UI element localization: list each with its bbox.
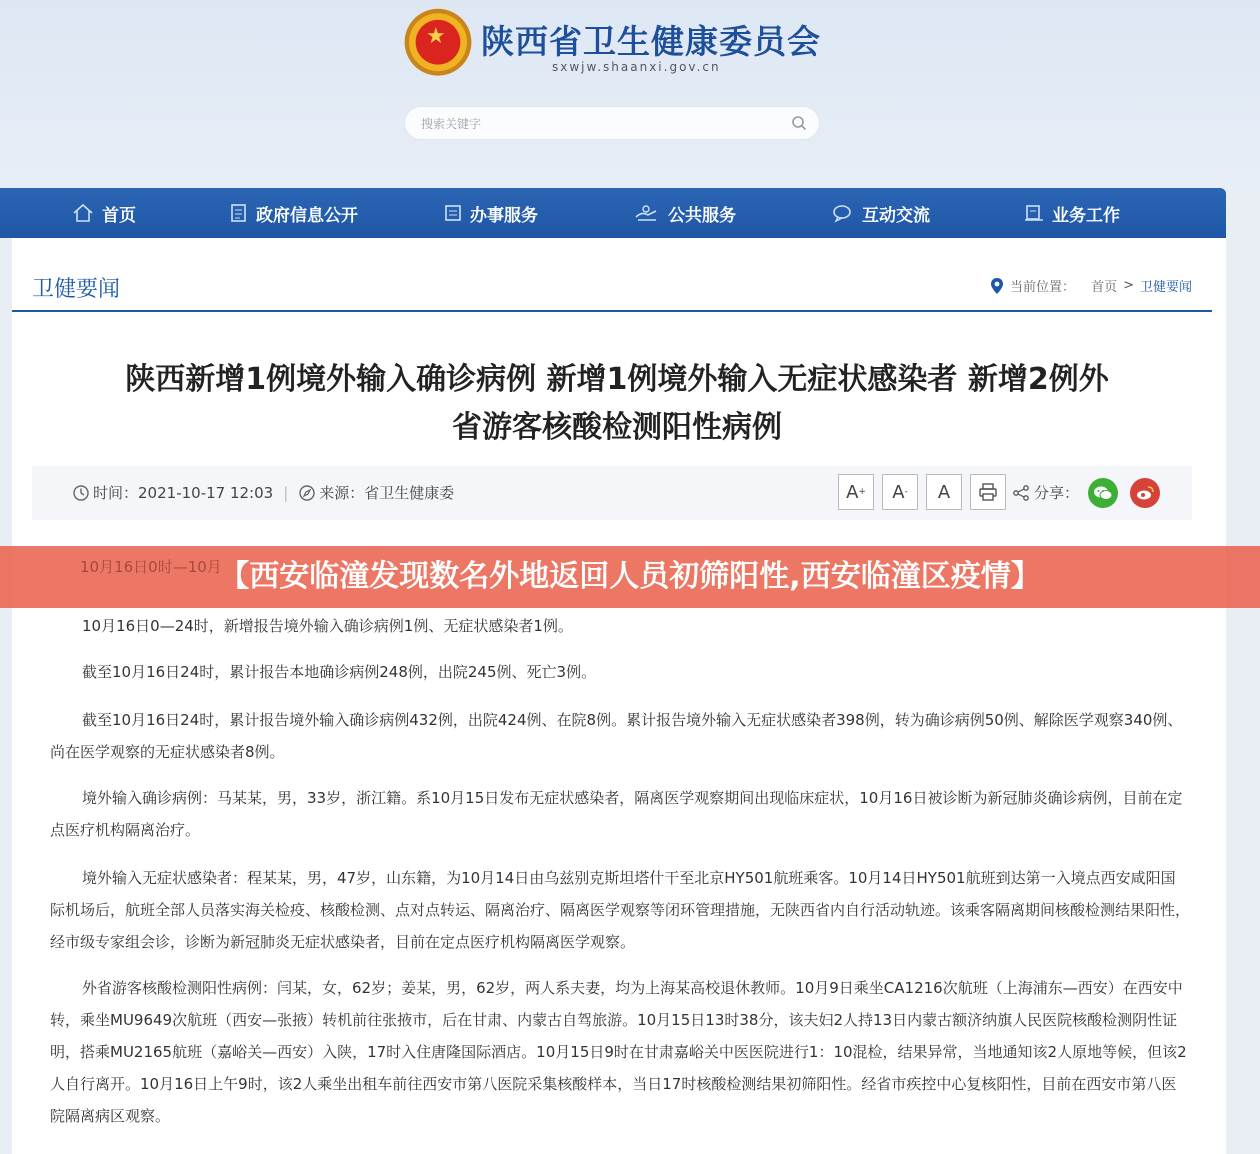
section-title: 卫健要闻 bbox=[32, 277, 121, 302]
public-service-icon bbox=[634, 203, 660, 223]
wechat-share-button[interactable] bbox=[1088, 478, 1118, 508]
banner-hidden-partial-text: 10月16日0时—10月 bbox=[80, 558, 222, 576]
share-label: 分享： bbox=[1034, 484, 1080, 502]
font-decrease-button[interactable] bbox=[882, 474, 918, 510]
compass-icon bbox=[298, 484, 316, 502]
nav-item-gov-info[interactable] bbox=[230, 188, 358, 238]
article-paragraph: 10月16日0—24时，新增报告境外输入确诊病例1例、无症状感染者1例。 bbox=[82, 617, 573, 635]
article-meta-info bbox=[72, 482, 454, 503]
headline-banner bbox=[0, 546, 1260, 608]
search-input[interactable] bbox=[421, 113, 781, 135]
nav-item-work[interactable] bbox=[1024, 188, 1120, 238]
weibo-share-button[interactable] bbox=[1130, 478, 1160, 508]
time-label: 时间： bbox=[93, 484, 139, 502]
service-icon bbox=[444, 203, 462, 223]
location-pin-icon bbox=[990, 277, 1004, 295]
nav-item-public-service[interactable] bbox=[634, 188, 736, 238]
clock-icon bbox=[72, 484, 90, 502]
search-box[interactable] bbox=[404, 106, 820, 140]
nav-item-services[interactable] bbox=[444, 188, 538, 238]
print-button[interactable] bbox=[970, 474, 1006, 510]
share-icon bbox=[1012, 484, 1030, 502]
search-icon[interactable] bbox=[791, 115, 807, 131]
font-decrease-label: A bbox=[892, 481, 905, 503]
breadcrumb-prefix: 当前位置： bbox=[1010, 280, 1076, 295]
source-label: 来源： bbox=[319, 484, 365, 502]
printer-icon bbox=[978, 482, 998, 502]
article-paragraph: 截至10月16日24时，累计报告本地确诊病例248例，出院245例、死亡3例。 bbox=[82, 663, 597, 681]
document-icon bbox=[230, 203, 248, 223]
publish-time: 2021-10-17 12:03 bbox=[138, 483, 274, 502]
font-reset-label: A bbox=[937, 481, 951, 503]
chat-icon bbox=[832, 203, 854, 223]
breadcrumb bbox=[990, 276, 1192, 295]
headline-line-1: 陕西新增1例境外输入确诊病例 新增1例境外输入无症状感染者 新增2例外 bbox=[125, 362, 1109, 397]
nav-label: 公共服务 bbox=[668, 205, 736, 226]
meta-divider: | bbox=[283, 483, 289, 502]
national-emblem-icon: ★ bbox=[402, 8, 474, 84]
article-paragraph: 外省游客核酸检测阳性病例：闫某，女，62岁；姜某，男，62岁，两人系夫妻，均为上海某高校退休教师。10月9日乘坐CA1216次航班（上海浦东—西安）在西安中转，乘坐MU9649次航班（西安—张掖）转机前往张掖市，后在甘肃、内蒙古自驾旅游。10月15日13时38分，该夫妇2人持13日内蒙古额济纳旗人民医院核酸检测阴性证明，搭乘MU2165航班（嘉峪关—西安）入陕，17时入住唐隆国际酒店。10月15日9时在甘肃嘉峪关中医医院进行1：10混检，结果异常，当地通知该2人原地等候，但该2人自行离开。10月16日上午9时，该2人乘坐出租车前往西安市第八医院采集核酸样本，当日17时核酸检测结果初筛阳性。经省市疾控中心复核阳性，目前在西安市第八医院隔离病区观察。 bbox=[50, 979, 1187, 1125]
nav-item-home[interactable] bbox=[72, 188, 136, 238]
content-panel bbox=[12, 238, 1226, 1154]
font-decrease-sup: - bbox=[904, 487, 908, 497]
section-divider bbox=[12, 310, 1212, 312]
nav-label: 首页 bbox=[102, 205, 136, 226]
wechat-icon bbox=[1093, 485, 1113, 501]
article-source: 省卫生健康委 bbox=[364, 484, 455, 502]
breadcrumb-separator: > bbox=[1123, 278, 1134, 293]
home-icon bbox=[72, 203, 94, 223]
article-headline bbox=[52, 356, 1182, 452]
breadcrumb-current[interactable]: 卫健要闻 bbox=[1139, 280, 1192, 295]
nav-label: 业务工作 bbox=[1052, 205, 1120, 226]
font-reset-button[interactable] bbox=[926, 474, 962, 510]
nav-label: 互动交流 bbox=[862, 205, 930, 226]
weibo-icon bbox=[1135, 485, 1155, 501]
font-increase-label: A bbox=[846, 481, 859, 503]
font-increase-button[interactable] bbox=[838, 474, 874, 510]
nav-label: 政府信息公开 bbox=[256, 205, 358, 226]
article-paragraph: 截至10月16日24时，累计报告境外输入确诊病例432例，出院424例、在院8例。累计报告境外输入无症状感染者398例，转为确诊病例50例、解除医学观察340例、尚在医学观察的无症状感染者8例。 bbox=[50, 711, 1183, 761]
article-meta-bar bbox=[32, 466, 1192, 520]
banner-text: 【西安临潼发现数名外地返回人员初筛阳性,西安临潼区疫情】 bbox=[219, 559, 1041, 594]
breadcrumb-home[interactable]: 首页 bbox=[1091, 280, 1118, 295]
article-paragraph: 境外输入确诊病例：马某某，男，33岁，浙江籍。系10月15日发布无症状感染者，隔离医学观察期间出现临床症状，10月16日被诊断为新冠肺炎确诊病例，目前在定点医疗机构隔离治疗。 bbox=[50, 789, 1183, 839]
headline-line-2: 省游客核酸检测阳性病例 bbox=[452, 410, 782, 445]
work-icon bbox=[1024, 203, 1044, 223]
share-area bbox=[1012, 482, 1079, 503]
site-title[interactable]: 陕西省卫生健康委员会 bbox=[481, 22, 821, 61]
main-nav bbox=[0, 188, 1226, 238]
article-paragraph: 境外输入无症状感染者：程某某，男，47岁，山东籍，为10月14日由乌兹别克斯坦塔什干至北京HY501航班乘客。10月14日HY501航班到达第一入境点西安咸阳国际机场后，航班全部人员落实海关检疫、核酸检测、点对点转运、隔离治疗、隔离医学观察等闭环管理措施，无陕西省内自行活动轨迹。该乘客隔离期间核酸检测结果阳性，经市级专家组会诊，诊断为新冠肺炎无症状感染者，目前在定点医疗机构隔离医学观察。 bbox=[50, 869, 1191, 951]
nav-label: 办事服务 bbox=[470, 205, 538, 226]
font-increase-sup: + bbox=[858, 487, 866, 497]
site-domain: sxwjw.shaanxi.gov.cn bbox=[552, 60, 721, 74]
nav-item-interaction[interactable] bbox=[832, 188, 930, 238]
